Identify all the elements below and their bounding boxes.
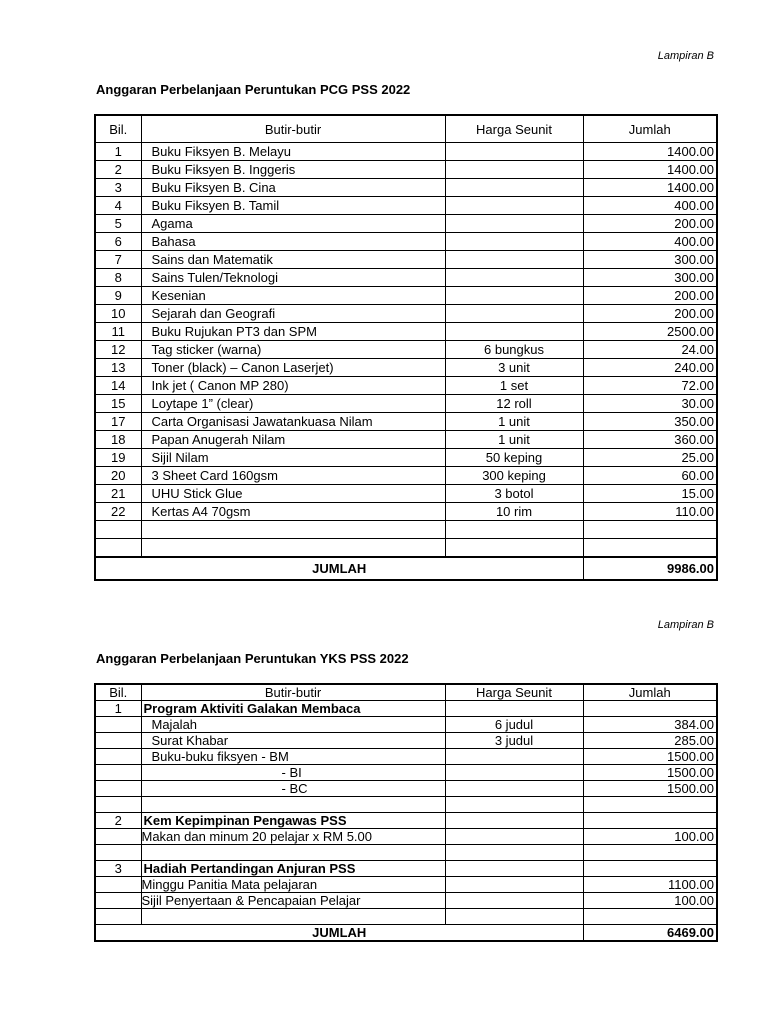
row-item: [141, 797, 445, 813]
row-amount: 350.00: [583, 413, 717, 431]
row-bil: 17: [95, 413, 141, 431]
table-row: [95, 701, 717, 717]
table-row: [95, 845, 717, 861]
row-bil: [95, 845, 141, 861]
row-item: Toner (black) – Canon Laserjet): [141, 359, 445, 377]
row-item: Ink jet ( Canon MP 280): [141, 377, 445, 395]
table-row: [95, 893, 717, 909]
table-row: [95, 197, 717, 215]
row-unit-price: 12 roll: [445, 395, 583, 413]
row-bil: [95, 893, 141, 909]
table-row: [95, 233, 717, 251]
row-unit-price: [445, 251, 583, 269]
header-butir: Butir-butir: [141, 115, 445, 143]
row-item: Buku Rujukan PT3 dan SPM: [141, 323, 445, 341]
row-unit-price: [445, 893, 583, 909]
row-bil: [95, 717, 141, 733]
table-row: [95, 359, 717, 377]
row-bil: 19: [95, 449, 141, 467]
table-row: [95, 797, 717, 813]
row-amount: 1100.00: [583, 877, 717, 893]
row-item: [141, 909, 445, 925]
row-item: Buku Fiksyen B. Inggeris: [141, 161, 445, 179]
row-bil: 18: [95, 431, 141, 449]
row-bil: [95, 781, 141, 797]
header-butir: Butir-butir: [141, 684, 445, 701]
row-bil: 10: [95, 305, 141, 323]
row-item: Minggu Panitia Mata pelajaran: [141, 877, 445, 893]
row-amount: 285.00: [583, 733, 717, 749]
row-unit-price: 10 rim: [445, 503, 583, 521]
total-label: JUMLAH: [95, 557, 583, 580]
row-item: Hadiah Pertandingan Anjuran PSS: [141, 861, 445, 877]
row-bil: 3: [95, 179, 141, 197]
row-amount: 384.00: [583, 717, 717, 733]
row-bil: 12: [95, 341, 141, 359]
table-row: [95, 395, 717, 413]
row-bil: [95, 877, 141, 893]
row-item: [141, 521, 445, 539]
row-bil: [95, 909, 141, 925]
header-jumlah: Jumlah: [583, 115, 717, 143]
row-amount: 100.00: [583, 893, 717, 909]
row-amount: 15.00: [583, 485, 717, 503]
lampiran-label-2: Lampiran B: [657, 619, 714, 631]
row-item: Buku-buku fiksyen - BM: [141, 749, 445, 765]
row-amount: 200.00: [583, 305, 717, 323]
budget-title-yks: Anggaran Perbelanjaan Peruntukan YKS PSS 2022: [96, 651, 409, 666]
row-amount: 24.00: [583, 341, 717, 359]
row-bil: 20: [95, 467, 141, 485]
row-unit-price: [445, 539, 583, 558]
row-unit-price: 1 set: [445, 377, 583, 395]
row-unit-price: [445, 829, 583, 845]
row-unit-price: [445, 909, 583, 925]
row-amount: [583, 521, 717, 539]
row-unit-price: [445, 233, 583, 251]
row-item: Sijil Nilam: [141, 449, 445, 467]
row-bil: 8: [95, 269, 141, 287]
row-amount: [583, 701, 717, 717]
row-amount: 200.00: [583, 287, 717, 305]
table-row: [95, 717, 717, 733]
row-amount: 100.00: [583, 829, 717, 845]
row-unit-price: 3 botol: [445, 485, 583, 503]
row-item: Kertas A4 70gsm: [141, 503, 445, 521]
row-bil: 13: [95, 359, 141, 377]
row-unit-price: [445, 877, 583, 893]
table-row: [95, 161, 717, 179]
row-unit-price: [445, 749, 583, 765]
table-row: [95, 877, 717, 893]
row-item: Kem Kepimpinan Pengawas PSS: [141, 813, 445, 829]
row-unit-price: 3 unit: [445, 359, 583, 377]
row-amount: 1400.00: [583, 179, 717, 197]
row-bil: 2: [95, 813, 141, 829]
table-row: [95, 485, 717, 503]
row-item: Buku Fiksyen B. Melayu: [141, 143, 445, 161]
row-unit-price: [445, 287, 583, 305]
row-amount: 2500.00: [583, 323, 717, 341]
row-amount: 72.00: [583, 377, 717, 395]
table-row: [95, 323, 717, 341]
row-unit-price: 1 unit: [445, 413, 583, 431]
table-row: [95, 215, 717, 233]
table-header-row: [95, 115, 717, 143]
budget-table-pcg: [94, 114, 718, 581]
row-item: Sains Tulen/Teknologi: [141, 269, 445, 287]
row-bil: 15: [95, 395, 141, 413]
row-item: 3 Sheet Card 160gsm: [141, 467, 445, 485]
row-bil: [95, 797, 141, 813]
row-item: [141, 539, 445, 558]
table-row: [95, 467, 717, 485]
table-row: [95, 143, 717, 161]
row-bil: [95, 829, 141, 845]
row-unit-price: 1 unit: [445, 431, 583, 449]
table-row: [95, 305, 717, 323]
row-unit-price: [445, 161, 583, 179]
row-unit-price: [445, 143, 583, 161]
total-label: JUMLAH: [95, 925, 583, 942]
row-amount: 1500.00: [583, 749, 717, 765]
budget-title-pcg: Anggaran Perbelanjaan Peruntukan PCG PSS 2022: [96, 82, 411, 97]
row-bil: 1: [95, 701, 141, 717]
row-item: Majalah: [141, 717, 445, 733]
row-amount: [583, 813, 717, 829]
table-row: [95, 377, 717, 395]
table-row: [95, 781, 717, 797]
row-item: Agama: [141, 215, 445, 233]
row-item: Buku Fiksyen B. Tamil: [141, 197, 445, 215]
table-row: [95, 287, 717, 305]
row-amount: 30.00: [583, 395, 717, 413]
row-amount: 1400.00: [583, 143, 717, 161]
table-row: [95, 861, 717, 877]
total-value: 9986.00: [583, 557, 717, 580]
row-bil: [95, 765, 141, 781]
header-harga: Harga Seunit: [445, 684, 583, 701]
row-item: Sejarah dan Geografi: [141, 305, 445, 323]
row-unit-price: [445, 845, 583, 861]
row-item: Makan dan minum 20 pelajar x RM 5.00: [141, 829, 445, 845]
row-unit-price: [445, 521, 583, 539]
row-amount: 60.00: [583, 467, 717, 485]
row-item: [141, 845, 445, 861]
row-bil: 9: [95, 287, 141, 305]
row-unit-price: [445, 813, 583, 829]
table-row: [95, 269, 717, 287]
total-row: [95, 557, 717, 580]
header-bil: Bil.: [95, 684, 141, 701]
row-unit-price: [445, 861, 583, 877]
row-bil: 4: [95, 197, 141, 215]
row-amount: 360.00: [583, 431, 717, 449]
table-header-row: [95, 684, 717, 701]
row-bil: [95, 733, 141, 749]
row-unit-price: [445, 781, 583, 797]
row-bil: 21: [95, 485, 141, 503]
row-amount: [583, 845, 717, 861]
row-item: Papan Anugerah Nilam: [141, 431, 445, 449]
row-item: Buku Fiksyen B. Cina: [141, 179, 445, 197]
row-amount: 1400.00: [583, 161, 717, 179]
row-item: Sijil Penyertaan & Pencapaian Pelajar: [141, 893, 445, 909]
row-item: - BC: [141, 781, 445, 797]
row-bil: 14: [95, 377, 141, 395]
row-unit-price: [445, 765, 583, 781]
row-unit-price: [445, 215, 583, 233]
row-bil: 11: [95, 323, 141, 341]
table-row: [95, 431, 717, 449]
row-item: - BI: [141, 765, 445, 781]
row-item: Tag sticker (warna): [141, 341, 445, 359]
row-item: Program Aktiviti Galakan Membaca: [141, 701, 445, 717]
table-row: [95, 733, 717, 749]
row-bil: [95, 539, 141, 558]
row-amount: [583, 539, 717, 558]
row-amount: 1500.00: [583, 781, 717, 797]
row-bil: 2: [95, 161, 141, 179]
row-bil: [95, 749, 141, 765]
table-row: [95, 179, 717, 197]
table-row: [95, 449, 717, 467]
table-row: [95, 749, 717, 765]
row-bil: 22: [95, 503, 141, 521]
total-row: [95, 925, 717, 942]
row-unit-price: [445, 269, 583, 287]
budget-table-yks: [94, 683, 718, 942]
header-harga: Harga Seunit: [445, 115, 583, 143]
row-unit-price: [445, 323, 583, 341]
row-amount: [583, 861, 717, 877]
row-unit-price: 300 keping: [445, 467, 583, 485]
row-amount: 240.00: [583, 359, 717, 377]
row-item: Carta Organisasi Jawatankuasa Nilam: [141, 413, 445, 431]
row-bil: [95, 521, 141, 539]
row-item: Bahasa: [141, 233, 445, 251]
row-item: Sains dan Matematik: [141, 251, 445, 269]
row-unit-price: 50 keping: [445, 449, 583, 467]
row-unit-price: 3 judul: [445, 733, 583, 749]
row-bil: 3: [95, 861, 141, 877]
row-unit-price: [445, 797, 583, 813]
row-unit-price: [445, 701, 583, 717]
total-value: 6469.00: [583, 925, 717, 942]
row-amount: 25.00: [583, 449, 717, 467]
row-unit-price: 6 bungkus: [445, 341, 583, 359]
row-item: UHU Stick Glue: [141, 485, 445, 503]
row-unit-price: [445, 179, 583, 197]
header-jumlah: Jumlah: [583, 684, 717, 701]
row-bil: 7: [95, 251, 141, 269]
table-row: [95, 539, 717, 558]
lampiran-label-1: Lampiran B: [657, 50, 714, 62]
row-amount: 400.00: [583, 197, 717, 215]
row-amount: [583, 909, 717, 925]
row-bil: 1: [95, 143, 141, 161]
row-item: Kesenian: [141, 287, 445, 305]
table-row: [95, 765, 717, 781]
row-amount: 300.00: [583, 251, 717, 269]
row-amount: 200.00: [583, 215, 717, 233]
table-row: [95, 503, 717, 521]
table-row: [95, 829, 717, 845]
row-unit-price: [445, 305, 583, 323]
row-bil: 5: [95, 215, 141, 233]
row-item: Surat Khabar: [141, 733, 445, 749]
table-row: [95, 413, 717, 431]
row-amount: [583, 797, 717, 813]
table-row: [95, 909, 717, 925]
row-unit-price: 6 judul: [445, 717, 583, 733]
row-unit-price: [445, 197, 583, 215]
header-bil: Bil.: [95, 115, 141, 143]
row-bil: 6: [95, 233, 141, 251]
table-row: [95, 341, 717, 359]
table-row: [95, 521, 717, 539]
row-amount: 400.00: [583, 233, 717, 251]
row-amount: 110.00: [583, 503, 717, 521]
table-row: [95, 251, 717, 269]
row-amount: 1500.00: [583, 765, 717, 781]
row-amount: 300.00: [583, 269, 717, 287]
row-item: Loytape 1” (clear): [141, 395, 445, 413]
table-row: [95, 813, 717, 829]
